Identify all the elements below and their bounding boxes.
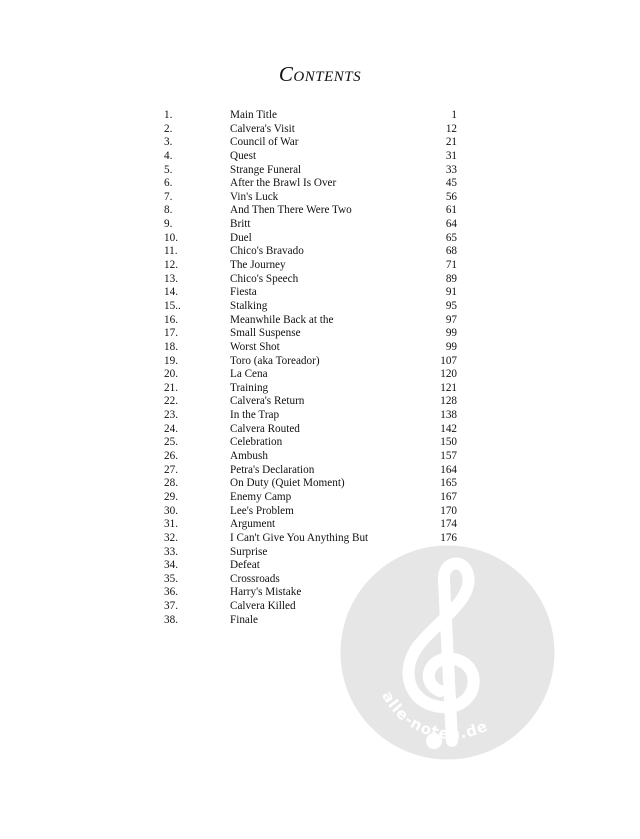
toc-entry-page: 21: [445, 136, 457, 149]
toc-entry: [0, 436, 640, 450]
toc-entry-number: 37.: [164, 600, 178, 613]
toc-entry: [0, 123, 640, 137]
toc-entry-page: 45: [445, 177, 457, 190]
toc-entry-title: Training: [230, 381, 269, 394]
toc-entry-title: Chico's Bravado: [230, 245, 304, 258]
toc-entry-number: 3.: [164, 136, 173, 149]
toc-entry-number: 16.: [164, 313, 178, 326]
toc-entry-number: 12.: [164, 259, 178, 272]
toc-entry-number: 18.: [164, 340, 178, 353]
toc-entry-page: 107: [440, 354, 457, 367]
toc-entry-title: Calvera Routed: [230, 422, 300, 435]
toc-entry-title: Fiesta: [230, 286, 257, 299]
toc-entry-page: 64: [445, 218, 457, 231]
toc-entry-page: 68: [445, 245, 457, 258]
toc-entry: [0, 136, 640, 150]
toc-entry-number: 20.: [164, 368, 178, 381]
toc-entry-number: 30.: [164, 504, 178, 517]
toc-entry-page: 56: [445, 190, 457, 203]
toc-entry-title: Surprise: [230, 545, 268, 558]
toc-entry-title: Meanwhile Back at the: [230, 313, 334, 326]
toc-entry-number: 15..: [164, 299, 181, 312]
toc-entry-number: 33.: [164, 545, 178, 558]
toc-entry-number: 11.: [164, 245, 178, 258]
page-title: Contents: [278, 62, 362, 86]
toc-entry: [0, 259, 640, 273]
toc-entry: [0, 491, 640, 505]
toc-entry-page: 150: [440, 436, 457, 449]
toc-entry-page: 170: [440, 504, 457, 517]
toc-entry-page: 174: [440, 518, 457, 531]
toc-entry-title: La Cena: [230, 368, 268, 381]
toc-entry: [0, 450, 640, 464]
toc-entry-title: Council of War: [230, 136, 299, 149]
toc-entry-page: 65: [445, 231, 457, 244]
toc-entry-page: 167: [440, 490, 457, 503]
toc-entry-title: Duel: [230, 231, 252, 244]
toc-entry: [0, 532, 640, 546]
toc-entry-number: 25.: [164, 436, 178, 449]
toc-entry-title: Harry's Mistake: [230, 586, 302, 599]
toc-entry: [0, 423, 640, 437]
toc-entry-page: 71: [445, 259, 457, 272]
watermark-text: alle-noten.de: [378, 688, 491, 743]
toc-entry-number: 28.: [164, 477, 178, 490]
toc-entry-number: 38.: [164, 613, 178, 626]
toc-entry-page: 31: [445, 149, 457, 162]
toc-entry-title: Small Suspense: [230, 327, 301, 340]
toc-entry-page: 97: [445, 313, 457, 326]
toc-entry: [0, 286, 640, 300]
toc-entry: [0, 109, 640, 123]
toc-entry-number: 10.: [164, 231, 178, 244]
toc-entry-title: Chico's Speech: [230, 272, 299, 285]
toc-entry-page: 157: [440, 450, 457, 463]
toc-entry-page: 120: [440, 368, 457, 381]
toc-entry-number: 9.: [164, 218, 173, 231]
toc-entry-number: 36.: [164, 586, 178, 599]
toc-entry-title: The Journey: [230, 259, 286, 272]
toc-entry: [0, 327, 640, 341]
toc-entry-page: 61: [445, 204, 457, 217]
watermark: [340, 545, 555, 760]
toc-entry-page: 99: [445, 327, 457, 340]
toc-entry: [0, 518, 640, 532]
toc-entry-number: 21.: [164, 381, 178, 394]
toc-entry-number: 17.: [164, 327, 178, 340]
toc-entry: [0, 300, 640, 314]
toc-entry: [0, 395, 640, 409]
toc-entry: [0, 409, 640, 423]
toc-entry-title: Calvera Killed: [230, 600, 296, 613]
toc-entry-title: Strange Funeral: [230, 163, 302, 176]
toc-entry: [0, 355, 640, 369]
toc-entry-title: Quest: [230, 149, 257, 162]
toc-entry-title: On Duty (Quiet Moment): [230, 477, 345, 490]
toc-entry-number: 13.: [164, 272, 178, 285]
toc-entry-title: Petra's Declaration: [230, 463, 315, 476]
toc-entry-title: Crossroads: [230, 572, 280, 585]
toc-entry: [0, 505, 640, 519]
toc-entry-number: 19.: [164, 354, 178, 367]
toc-entry-title: Lee's Problem: [230, 504, 294, 517]
toc-entry: [0, 218, 640, 232]
toc-entry-title: Celebration: [230, 436, 283, 449]
toc-entry-page: 164: [440, 463, 457, 476]
toc-entry: [0, 177, 640, 191]
toc-entry: [0, 368, 640, 382]
toc-entry-title: Ambush: [230, 450, 268, 463]
toc-entry-page: 176: [440, 531, 457, 544]
toc-entry-page: 89: [445, 272, 457, 285]
toc-entry: [0, 273, 640, 287]
toc-entry-number: 22.: [164, 395, 178, 408]
toc-entry-title: Stalking: [230, 299, 268, 312]
toc-entry: [0, 164, 640, 178]
toc-entry-page: 142: [440, 422, 457, 435]
toc-entry-title: I Can't Give You Anything But: [230, 531, 369, 544]
toc-entry-page: 33: [445, 163, 457, 176]
toc-entry-title: Toro (aka Toreador): [230, 354, 320, 367]
toc-entry-number: 26.: [164, 450, 178, 463]
toc-entry: [0, 245, 640, 259]
toc-entry-page: 138: [440, 409, 457, 422]
toc-entry-title: Finale: [230, 613, 258, 626]
toc-entry-title: And Then There Were Two: [230, 204, 352, 217]
toc-entry-number: 34.: [164, 559, 178, 572]
toc-entry-title: Main Title: [230, 109, 277, 121]
toc-entry-title: Vin's Luck: [230, 190, 279, 203]
toc-entry-page: 128: [440, 395, 457, 408]
toc-entry: [0, 314, 640, 328]
toc-entry-title: Worst Shot: [230, 340, 280, 353]
toc-entry-page: 1: [451, 109, 457, 121]
toc-entry-page: 12: [445, 122, 457, 135]
toc-entry-number: 31.: [164, 518, 178, 531]
toc-entry-title: Britt: [230, 218, 251, 231]
toc-entry: [0, 382, 640, 396]
toc-entry-title: Calvera's Visit: [230, 122, 295, 135]
toc-entry-title: After the Brawl Is Over: [230, 177, 337, 190]
toc-entry: [0, 477, 640, 491]
toc-entry-number: 2.: [164, 122, 173, 135]
toc-entry: [0, 204, 640, 218]
toc-entry-number: 35.: [164, 572, 178, 585]
toc-entry: [0, 191, 640, 205]
toc-entry-number: 23.: [164, 409, 178, 422]
toc-entry-title: Enemy Camp: [230, 490, 292, 503]
toc-entry-number: 7.: [164, 190, 173, 203]
toc-entry-number: 32.: [164, 531, 178, 544]
toc-entry-page: 91: [445, 286, 457, 299]
toc-entry-title: Defeat: [230, 559, 260, 572]
toc-entry-number: 5.: [164, 163, 173, 176]
toc-entry: [0, 150, 640, 164]
toc-entry: [0, 341, 640, 355]
toc-entry-page: 121: [440, 381, 457, 394]
toc-entry-title: In the Trap: [230, 409, 280, 422]
toc-entry-title: Argument: [230, 518, 276, 531]
toc-entry-page: 99: [445, 340, 457, 353]
toc-entry-number: 24.: [164, 422, 178, 435]
toc-entry-number: 1.: [164, 109, 173, 121]
toc-entry-page: 165: [440, 477, 457, 490]
toc-entry: [0, 232, 640, 246]
toc-entry-number: 6.: [164, 177, 173, 190]
toc-entry-number: 14.: [164, 286, 178, 299]
toc-entry: [0, 464, 640, 478]
toc-entry-number: 29.: [164, 490, 178, 503]
toc-entry-number: 27.: [164, 463, 178, 476]
toc-entry-page: 95: [445, 299, 457, 312]
toc-entry-title: Calvera's Return: [230, 395, 305, 408]
toc-entry-number: 4.: [164, 149, 173, 162]
toc-entry-number: 8.: [164, 204, 173, 217]
